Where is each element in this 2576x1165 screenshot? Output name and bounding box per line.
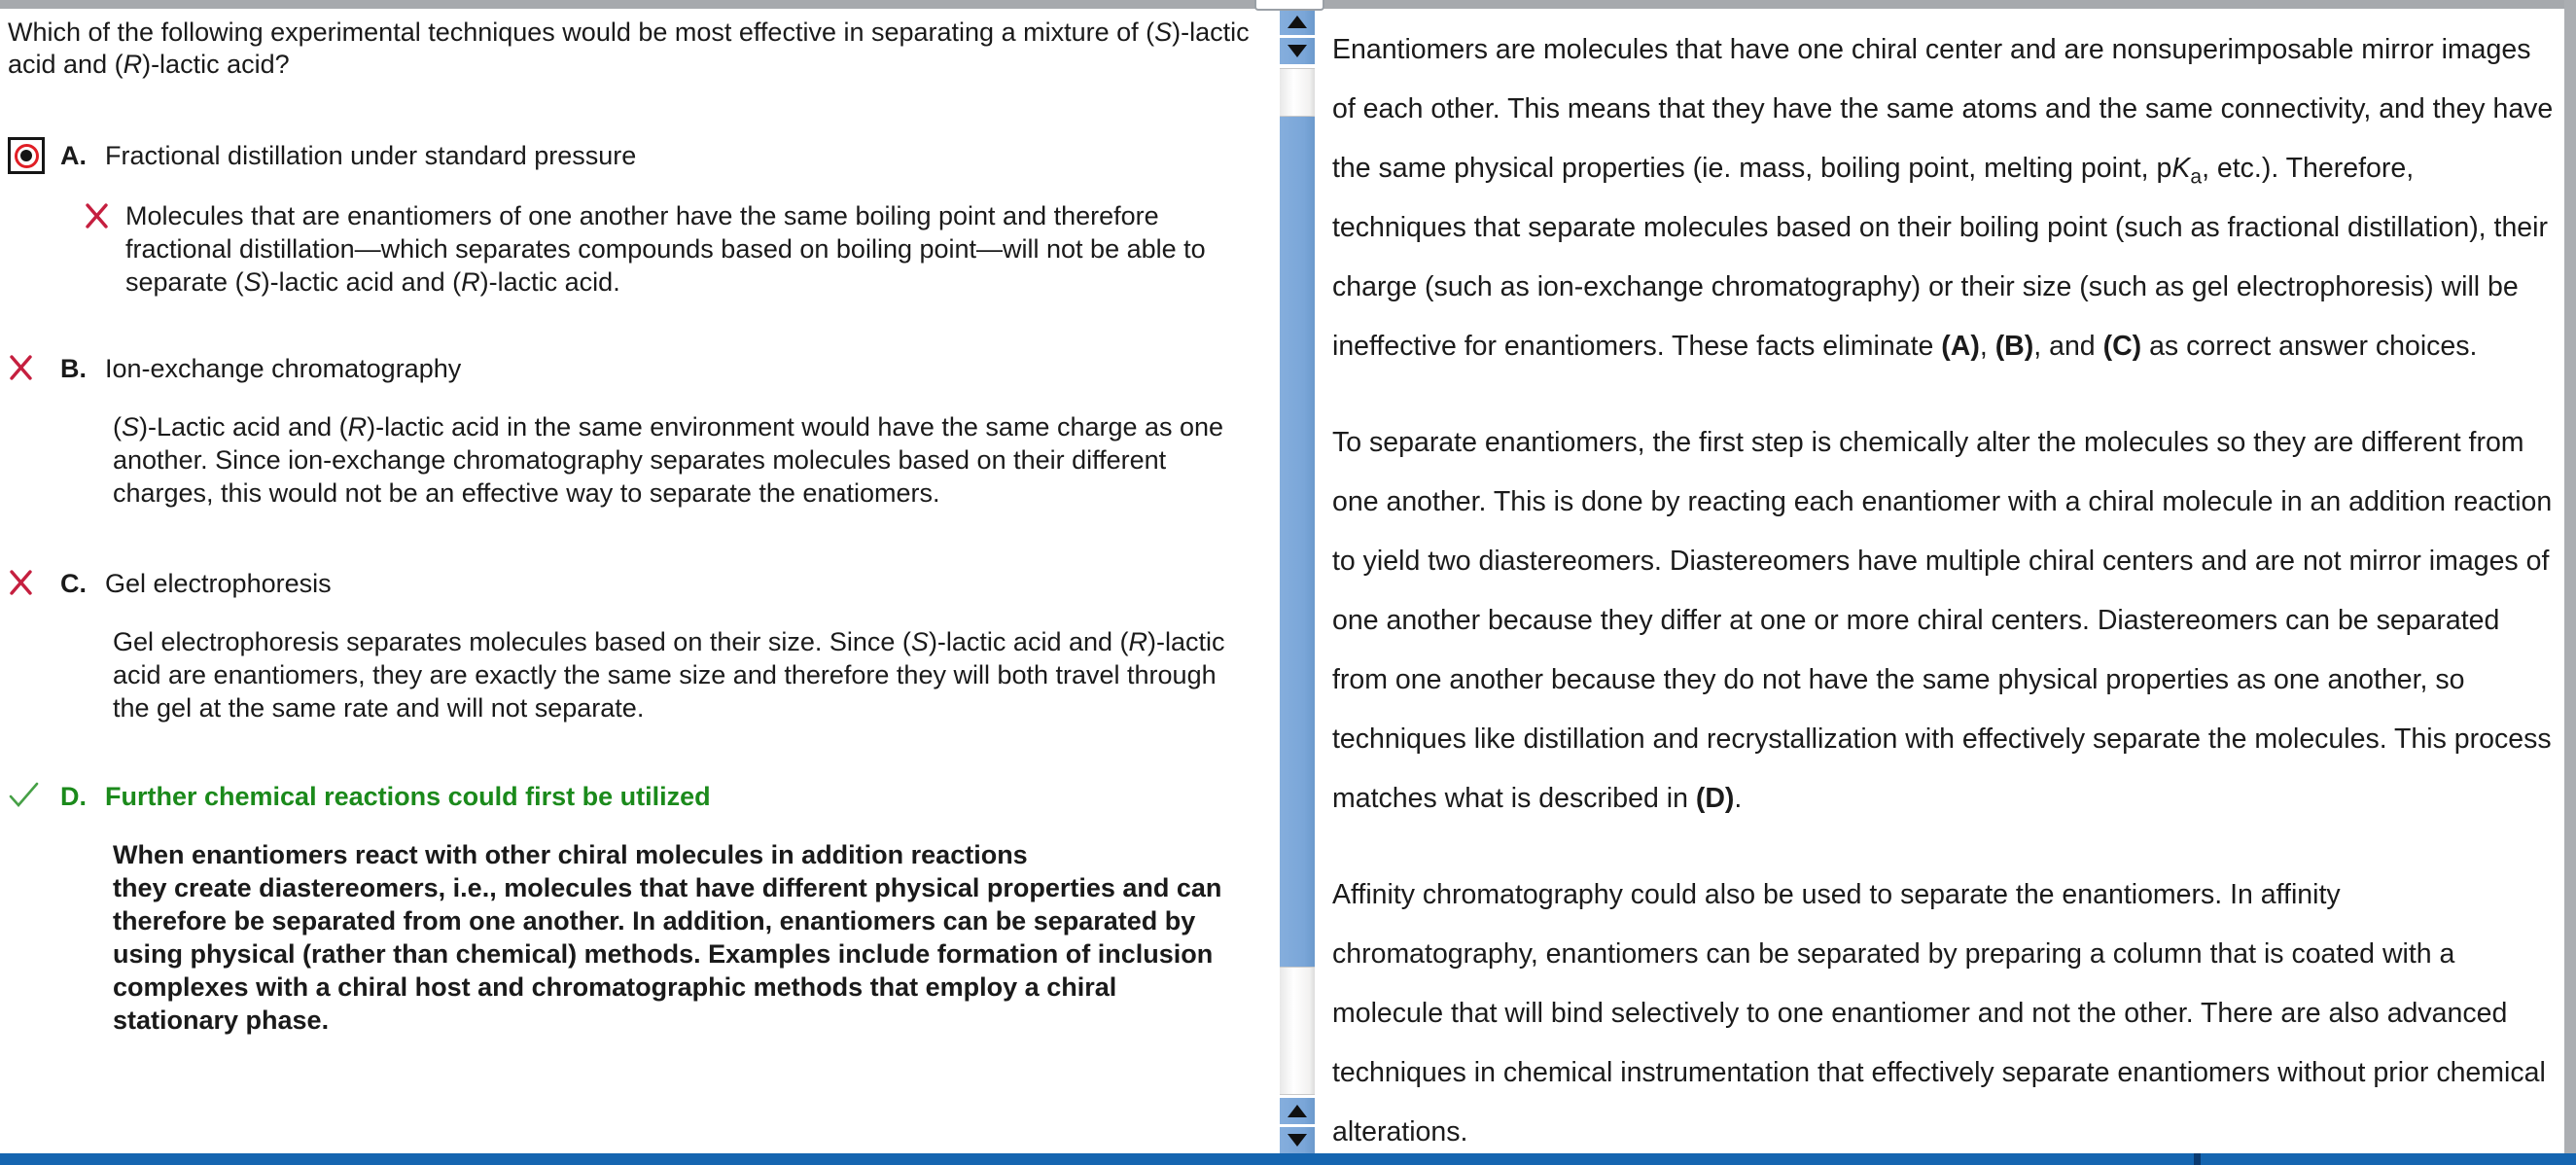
choice-letter: C. [60, 569, 87, 598]
explanation-panel-scrollbar[interactable] [2564, 0, 2576, 1153]
answer-choice [8, 137, 1274, 353]
choice-head-row [8, 781, 1274, 813]
choice-head-row [8, 568, 1274, 600]
down-arrow-icon [1288, 45, 1307, 57]
choice-label: Further chemical reactions could first be utilized [105, 782, 711, 811]
scroll-up-button-bottom[interactable] [1280, 1098, 1315, 1124]
answer-choice [8, 568, 1274, 781]
choice-explanation-text [125, 199, 1212, 299]
spacer [8, 1037, 1274, 1107]
selected-radio-button[interactable] [8, 137, 45, 174]
answer-choice [8, 353, 1274, 568]
down-arrow-icon [1288, 1134, 1307, 1147]
choice-letter: D. [60, 782, 87, 811]
choice-explanation-text [113, 838, 1241, 1037]
radio-dot [20, 150, 32, 161]
bottom-toolbar-divider [2194, 1153, 2201, 1165]
scroll-down-button[interactable] [1280, 38, 1315, 64]
explanation-line-block: Molecules that are enantiomers of one another have the same boiling point and therefore fractional distillation—which separates compounds based on boiling point—will not be able to separate (S)-lactic acid and (R)-lactic acid. [125, 201, 1206, 297]
up-arrow-icon [1288, 16, 1307, 28]
choice-head-row [8, 353, 1274, 385]
choice-label: Gel electrophoresis [105, 569, 332, 598]
choice-explanation-text [113, 625, 1241, 724]
scroll-up-button[interactable] [1280, 9, 1315, 35]
explanation-line-block: Gel electrophoresis separates molecules based on their size. Since (S)-lactic acid and (R)-lactic acid are enantiomers, they are exactly the same size and therefore they will both travel through the gel at the same rate and will not separate. [113, 627, 1225, 723]
incorrect-x-icon [8, 569, 34, 596]
correct-check-icon [8, 782, 40, 808]
spacer [8, 724, 1274, 781]
choice-explanation-row [113, 838, 1241, 1037]
explanation-line-block: they create diastereomers, i.e., molecules that have different physical properties and can therefore be separated from one another. In addition, enantiomers can be separated by using physical (rather than chemical) methods. Examples include formation of inclusion complexes with a chiral host and chromatographic methods that employ a chiral stationary phase. [113, 873, 1222, 1035]
bottom-toolbar [0, 1153, 2576, 1165]
scrollbar-thumb-bottom[interactable] [1280, 967, 1315, 1095]
explanation-paragraph: To separate enantiomers, the first step is chemically alter the molecules so they are different from one another. This is done by reacting each enantiomer with a chiral molecule in an addition reaction to yield two diastereomers. Diastereomers have multiple chiral centers and are not mirror images of one another because they differ at one or more chiral centers. Diastereomers can be separated from one another because they do not have the same physical properties as one another, so techniques like distillation and recrystallization with effectively separate the molecules. This process matches what is described in (D). [1332, 427, 2553, 814]
scrollbar-top-notch [1254, 0, 1324, 11]
scrollbar-thumb-top[interactable] [1280, 68, 1315, 117]
choice-marker-cell [8, 358, 60, 381]
choice-label: Ion-exchange chromatography [105, 354, 462, 383]
scroll-down-button-bottom[interactable] [1280, 1127, 1315, 1153]
choice-explanation-row [84, 199, 1212, 299]
explanation-line-block: (S)-Lactic acid and (R)-lactic acid in the same environment would have the same charge as one another. Since ion-exchange chromatography separates molecules based on their different charges, this would not be an effective way to separate the enatiomers. [113, 412, 1224, 508]
up-arrow-icon [1288, 1105, 1307, 1117]
scrollbar-track[interactable] [1280, 117, 1315, 967]
explanation-line-block: When enantiomers react with other chiral molecules in addition reactions [113, 840, 1028, 869]
choice-marker-cell [8, 137, 60, 174]
answer-choice [8, 781, 1274, 1107]
choice-explanation-row [113, 410, 1241, 510]
question-panel-scrollbar [1280, 9, 1315, 1153]
spacer [8, 299, 1274, 353]
choice-letter: B. [60, 354, 87, 383]
spacer [8, 510, 1274, 568]
question-panel [0, 9, 1274, 1153]
incorrect-x-icon [8, 354, 34, 381]
choice-explanation-text [113, 410, 1241, 510]
choice-marker-cell [8, 573, 60, 596]
choice-head-row [8, 137, 1274, 174]
choice-explanation-row [113, 625, 1241, 724]
choice-label: Fractional distillation under standard pressure [105, 140, 637, 170]
incorrect-x-icon [84, 202, 110, 299]
radio-ring [15, 144, 39, 168]
explanation-paragraph: Enantiomers are molecules that have one chiral center and are nonsuperimposable mirror images of each other. This means that they have the same atoms and the same connectivity, and they have the same physical properties (ie. mass, boiling point, melting point, $pK_a$, etc.). Therefore, techniques that separate molecules based on their boiling point (such as fractional distillation), their charge (such as ion-exchange chromatography) or their size (such as gel electrophoresis) will be ineffective for enantiomers. These facts eliminate (A), (B), and (C) as correct answer choices. [1332, 34, 2554, 362]
question-text: Which of the following experimental techniques would be most effective in separating a mixture of (S)-lactic acid and (R)-lactic acid? [8, 18, 1250, 79]
explanation-panel [1323, 9, 2564, 1153]
choice-letter: A. [60, 140, 87, 170]
choice-marker-cell [8, 786, 60, 808]
answer-choices-list [8, 137, 1274, 1107]
explanation-paragraph: Affinity chromatography could also be used to separate the enantiomers. In affinity chromatography, enantiomers can be separated by preparing a column that is coated with a molecule that will bind selectively to one enantiomer and not the other. There are also advanced techniques in chemical instrumentation that effectively separate enantiomers without prior chemical alterations. [1332, 879, 2546, 1147]
explanation-paragraphs [1332, 20, 2564, 1153]
